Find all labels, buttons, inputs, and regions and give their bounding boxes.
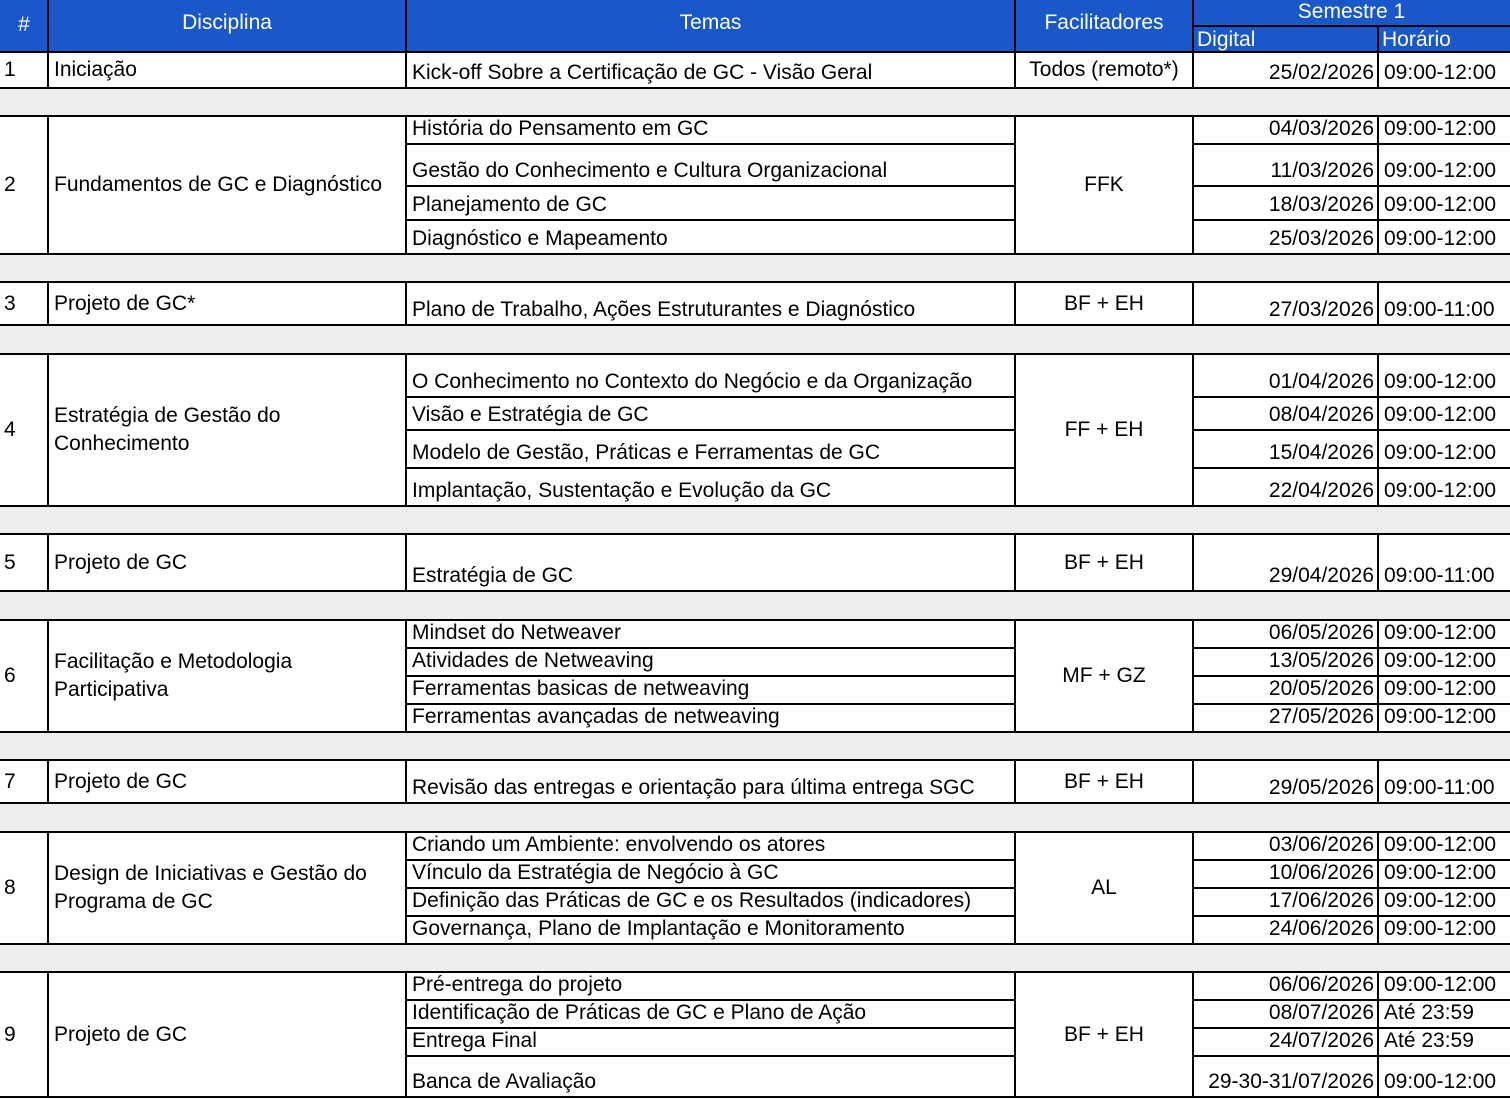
session-time: 09:00-12:00 — [1384, 370, 1497, 393]
row-border — [0, 533, 1510, 535]
session-tema: História do Pensamento em GC — [412, 117, 709, 140]
row-border — [0, 831, 1510, 833]
session-date: 04/03/2026 — [1268, 117, 1374, 140]
cell-border — [1377, 26, 1379, 52]
session-date: 01/04/2026 — [1268, 370, 1374, 393]
row-border — [0, 590, 1510, 592]
cell-border — [47, 620, 49, 732]
session-time: 09:00-11:00 — [1384, 564, 1495, 587]
session-time: 09:00-12:00 — [1384, 193, 1497, 216]
row-border — [0, 619, 1510, 621]
row-border — [1193, 859, 1510, 861]
module-disciplina: Estratégia de Gestão do Conhecimento — [54, 404, 281, 455]
row-border — [0, 324, 1510, 326]
row-border — [406, 219, 1015, 221]
cell-border — [1377, 354, 1379, 506]
session-date: 29/04/2026 — [1268, 564, 1374, 587]
session-tema: Planejamento de GC — [412, 193, 607, 216]
cell-border — [1192, 52, 1194, 88]
cell-border — [1014, 972, 1016, 1097]
row-border — [406, 429, 1015, 431]
row-border — [406, 143, 1015, 145]
row-border — [1193, 675, 1510, 677]
module-facilitadores: BF + EH — [1064, 550, 1144, 574]
row-border — [406, 647, 1015, 649]
session-time: 09:00-12:00 — [1384, 479, 1497, 502]
session-tema: Entrega Final — [412, 1029, 537, 1052]
row-border — [406, 396, 1015, 398]
cell-border — [47, 282, 49, 325]
cell-border — [1014, 116, 1016, 254]
cell-border — [1192, 534, 1194, 591]
cell-border — [47, 52, 49, 88]
row-border — [406, 467, 1015, 469]
module-facilitadores: Todos (remoto*) — [1029, 58, 1179, 81]
header-temas: Temas — [679, 11, 742, 34]
session-time: 09:00-12:00 — [1384, 861, 1497, 884]
row-border — [0, 943, 1510, 945]
session-tema: Gestão do Conhecimento e Cultura Organizacional — [412, 159, 888, 182]
cell-border — [47, 354, 49, 506]
row-border — [406, 915, 1015, 917]
module-disciplina: Fundamentos de GC e Diagnóstico — [54, 173, 383, 196]
module-number: 4 — [4, 418, 16, 441]
session-date: 20/05/2026 — [1268, 677, 1374, 700]
cell-border — [1192, 620, 1194, 732]
session-tema: Pré-entrega do projeto — [412, 973, 623, 996]
module-facilitadores: BF + EH — [1064, 1022, 1144, 1046]
session-tema: Definição das Práticas de GC e os Resultados (indicadores) — [412, 889, 972, 912]
row-border — [1193, 647, 1510, 649]
cell-border — [1192, 760, 1194, 803]
cell-border — [1377, 116, 1379, 254]
module-number: 8 — [4, 876, 16, 899]
session-date: 24/07/2026 — [1268, 1029, 1374, 1052]
row-border — [406, 1055, 1015, 1057]
session-tema: Mindset do Netweaver — [412, 621, 621, 644]
session-tema: Atividades de Netweaving — [412, 649, 654, 672]
session-tema: O Conhecimento no Contexto do Negócio e da Organização — [412, 370, 973, 393]
cell-border — [47, 116, 49, 254]
cell-border — [1192, 354, 1194, 506]
row-border — [1193, 1027, 1510, 1029]
cell-border — [1192, 832, 1194, 944]
module-facilitadores: MF + GZ — [1062, 664, 1146, 687]
cell-border — [1014, 534, 1016, 591]
session-date: 06/06/2026 — [1268, 973, 1374, 996]
module-number: 6 — [4, 664, 16, 687]
cell-border — [1377, 760, 1379, 803]
header-num: # — [18, 13, 30, 36]
session-date: 15/04/2026 — [1268, 441, 1374, 464]
cell-border — [405, 52, 407, 88]
session-date: 29/05/2026 — [1268, 776, 1374, 799]
cell-border — [405, 0, 407, 52]
module-number: 1 — [4, 58, 16, 81]
session-date: 27/05/2026 — [1268, 705, 1374, 728]
module-disciplina: Projeto de GC* — [54, 291, 196, 315]
session-tema: Revisão das entregas e orientação para última entrega SGC — [412, 776, 975, 799]
cell-border — [1014, 52, 1016, 88]
module-disciplina: Design de Iniciativas e Gestão do Programa de GC — [54, 862, 367, 913]
module-number: 3 — [4, 291, 16, 315]
row-border — [1193, 887, 1510, 889]
session-time: 09:00-12:00 — [1384, 833, 1497, 856]
header-disciplina: Disciplina — [182, 11, 272, 34]
session-time: Até 23:59 — [1384, 1001, 1474, 1024]
session-date: 08/07/2026 — [1268, 1001, 1374, 1024]
module-facilitadores: FFK — [1084, 173, 1124, 196]
row-border — [1193, 467, 1510, 469]
session-date: 29-30-31/07/2026 — [1208, 1070, 1374, 1093]
row-border — [0, 253, 1510, 255]
cell-border — [47, 0, 49, 52]
row-border — [0, 505, 1510, 507]
session-tema: Diagnóstico e Mapeamento — [412, 227, 668, 250]
module-number: 2 — [4, 173, 16, 196]
row-border — [0, 731, 1510, 733]
session-date: 25/03/2026 — [1268, 227, 1374, 250]
module-disciplina: Facilitação e Metodologia Participativa — [54, 650, 293, 701]
session-tema: Vínculo da Estratégia de Negócio à GC — [412, 861, 779, 884]
session-tema: Banca de Avaliação — [412, 1070, 597, 1093]
cell-border — [1014, 282, 1016, 325]
module-disciplina: Iniciação — [54, 58, 137, 81]
row-border — [0, 281, 1510, 283]
session-date: 22/04/2026 — [1268, 479, 1374, 502]
header-semestre: Semestre 1 — [1297, 0, 1406, 23]
session-time: 09:00-12:00 — [1384, 973, 1497, 996]
session-time: 09:00-12:00 — [1384, 621, 1497, 644]
session-time: 09:00-12:00 — [1384, 1070, 1497, 1093]
cell-border — [405, 534, 407, 591]
session-date: 03/06/2026 — [1268, 833, 1374, 856]
cell-border — [1377, 534, 1379, 591]
session-date: 11/03/2026 — [1270, 159, 1374, 182]
module-number: 9 — [4, 1022, 16, 1046]
cell-border — [1377, 52, 1379, 88]
header-facilitadores: Facilitadores — [1044, 11, 1164, 34]
module-disciplina: Projeto de GC — [54, 1022, 188, 1046]
cell-border — [1014, 760, 1016, 803]
cell-border — [405, 620, 407, 732]
row-border — [1193, 429, 1510, 431]
session-tema: Ferramentas basicas de netweaving — [412, 677, 750, 700]
row-border — [1193, 999, 1510, 1001]
session-time: 09:00-12:00 — [1384, 649, 1497, 672]
row-border — [406, 887, 1015, 889]
session-date: 17/06/2026 — [1268, 889, 1374, 912]
row-border — [0, 51, 1510, 53]
session-time: 09:00-12:00 — [1384, 227, 1497, 250]
session-time: Até 23:59 — [1384, 1029, 1474, 1052]
row-border — [1193, 396, 1510, 398]
cell-border — [405, 354, 407, 506]
session-time: 09:00-12:00 — [1384, 677, 1497, 700]
row-border — [0, 353, 1510, 355]
session-time: 09:00-12:00 — [1384, 159, 1497, 182]
session-tema: Modelo de Gestão, Práticas e Ferramentas de GC — [412, 441, 881, 464]
row-border — [1193, 143, 1510, 145]
module-facilitadores: BF + EH — [1064, 769, 1144, 793]
cell-border — [47, 534, 49, 591]
row-border — [1193, 703, 1510, 705]
session-tema: Visão e Estratégia de GC — [412, 403, 649, 426]
row-border — [1193, 25, 1510, 27]
cell-border — [1377, 832, 1379, 944]
session-time: 09:00-12:00 — [1384, 917, 1497, 940]
session-tema: Estratégia de GC — [412, 564, 574, 587]
cell-border — [1377, 972, 1379, 1097]
session-time: 09:00-12:00 — [1384, 403, 1497, 426]
cell-border — [1014, 0, 1016, 52]
cell-border — [1014, 620, 1016, 732]
session-tema: Governança, Plano de Implantação e Monitoramento — [412, 917, 905, 940]
cell-border — [1014, 832, 1016, 944]
session-time: 09:00-12:00 — [1384, 441, 1497, 464]
row-border — [1193, 1055, 1510, 1057]
module-facilitadores: AL — [1091, 876, 1117, 899]
cell-border — [1377, 282, 1379, 325]
module-facilitadores: FF + EH — [1064, 418, 1144, 441]
cell-border — [1014, 354, 1016, 506]
session-date: 10/06/2026 — [1268, 861, 1374, 884]
row-border — [406, 185, 1015, 187]
session-date: 08/04/2026 — [1268, 403, 1374, 426]
row-border — [406, 859, 1015, 861]
module-number: 5 — [4, 550, 16, 574]
cell-border — [47, 972, 49, 1097]
row-border — [0, 1096, 1510, 1098]
cell-border — [405, 760, 407, 803]
session-date: 25/02/2026 — [1268, 61, 1374, 84]
cell-border — [1377, 620, 1379, 732]
session-date: 27/03/2026 — [1268, 298, 1374, 321]
row-border — [406, 1027, 1015, 1029]
session-time: 09:00-11:00 — [1384, 776, 1495, 799]
row-border — [406, 675, 1015, 677]
session-date: 18/03/2026 — [1268, 193, 1374, 216]
cell-border — [405, 972, 407, 1097]
row-border — [0, 759, 1510, 761]
header-digital: Digital — [1197, 28, 1256, 51]
cell-border — [47, 760, 49, 803]
row-border — [0, 802, 1510, 804]
row-border — [406, 703, 1015, 705]
cell-border — [405, 832, 407, 944]
session-tema: Ferramentas avançadas de netweaving — [412, 705, 780, 728]
row-border — [0, 115, 1510, 117]
session-time: 09:00-12:00 — [1384, 889, 1497, 912]
module-number: 7 — [4, 769, 16, 793]
row-border — [0, 971, 1510, 973]
session-date: 24/06/2026 — [1268, 917, 1374, 940]
session-tema: Implantação, Sustentação e Evolução da GC — [412, 479, 832, 502]
session-date: 06/05/2026 — [1268, 621, 1374, 644]
row-border — [1193, 219, 1510, 221]
session-tema: Plano de Trabalho, Ações Estruturantes e Diagnóstico — [412, 298, 916, 321]
header-horario: Horário — [1382, 28, 1451, 51]
module-disciplina: Projeto de GC — [54, 769, 188, 793]
session-time: 09:00-12:00 — [1384, 61, 1497, 84]
module-disciplina: Projeto de GC — [54, 550, 188, 574]
session-time: 09:00-12:00 — [1384, 117, 1497, 140]
row-border — [1193, 185, 1510, 187]
session-tema: Criando um Ambiente: envolvendo os atores — [412, 833, 826, 856]
cell-border — [405, 282, 407, 325]
cell-border — [1192, 282, 1194, 325]
row-border — [0, 87, 1510, 89]
session-tema: Kick-off Sobre a Certificação de GC - Visão Geral — [412, 61, 873, 84]
cell-border — [1192, 972, 1194, 1097]
session-date: 13/05/2026 — [1268, 649, 1374, 672]
cell-border — [1192, 116, 1194, 254]
session-time: 09:00-12:00 — [1384, 705, 1497, 728]
row-border — [1193, 915, 1510, 917]
session-time: 09:00-11:00 — [1384, 298, 1495, 321]
cell-border — [405, 116, 407, 254]
module-facilitadores: BF + EH — [1064, 291, 1144, 315]
cell-border — [47, 832, 49, 944]
session-tema: Identificação de Práticas de GC e Plano de Ação — [412, 1001, 867, 1024]
row-border — [406, 999, 1015, 1001]
